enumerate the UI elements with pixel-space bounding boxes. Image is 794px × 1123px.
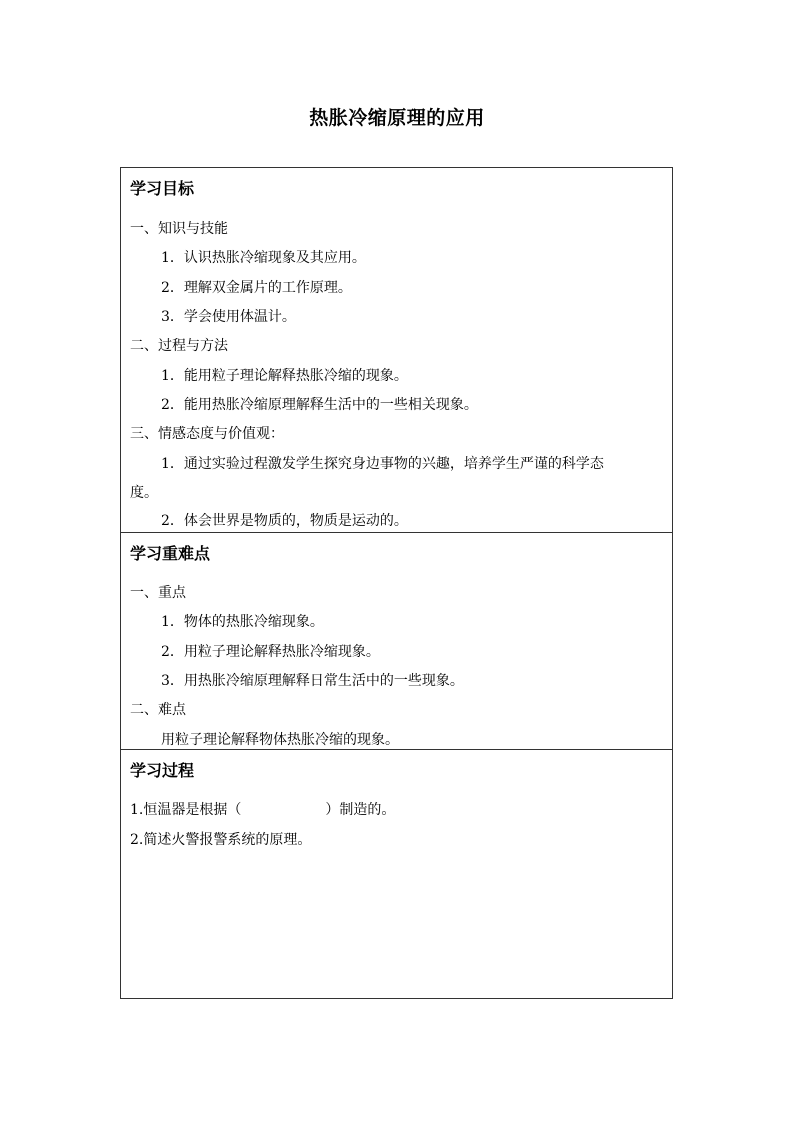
knowledge-skills-heading: 一、知识与技能 (130, 221, 228, 237)
attitude-values-heading: 三、情感态度与价值观： (130, 426, 284, 442)
learning-process-section (121, 750, 672, 998)
difficulty-heading: 二、难点 (130, 702, 186, 718)
attitude-item: 1．通过实验过程激发学生探究身边事物的兴趣，培养学生严谨的科学态 (161, 456, 604, 472)
knowledge-item: 2．理解双金属片的工作原理。 (161, 280, 352, 296)
process-item: 2．能用热胀冷缩原理解释生活中的一些相关现象。 (161, 397, 478, 413)
question-2: 2.简述火警报警系统的原理。 (130, 832, 312, 848)
attitude-item-continuation: 度。 (130, 485, 158, 501)
lesson-plan-table (120, 167, 673, 999)
learning-objectives-heading: 学习目标 (130, 179, 195, 198)
question-1: 1.恒温器是根据（ ）制造的。 (130, 802, 396, 818)
focus-item: 2．用粒子理论解释热胀冷缩现象。 (161, 644, 380, 660)
focus-item: 3．用热胀冷缩原理解释日常生活中的一些现象。 (161, 673, 464, 689)
focus-heading: 一、重点 (130, 585, 186, 601)
key-points-section (121, 533, 672, 750)
process-methods-heading: 二、过程与方法 (130, 338, 228, 354)
knowledge-item: 1．认识热胀冷缩现象及其应用。 (161, 250, 366, 266)
focus-item: 1．物体的热胀冷缩现象。 (161, 614, 324, 630)
difficulty-text: 用粒子理论解释物体热胀冷缩的现象。 (161, 732, 399, 748)
key-points-heading: 学习重难点 (130, 544, 211, 563)
learning-process-heading: 学习过程 (130, 761, 195, 780)
knowledge-item: 3．学会使用体温计。 (161, 309, 296, 325)
process-item: 1．能用粒子理论解释热胀冷缩的现象。 (161, 368, 408, 384)
attitude-item: 2．体会世界是物质的，物质是运动的。 (161, 513, 408, 529)
learning-objectives-section (121, 168, 672, 533)
page-title: 热胀冷缩原理的应用 (309, 107, 485, 129)
